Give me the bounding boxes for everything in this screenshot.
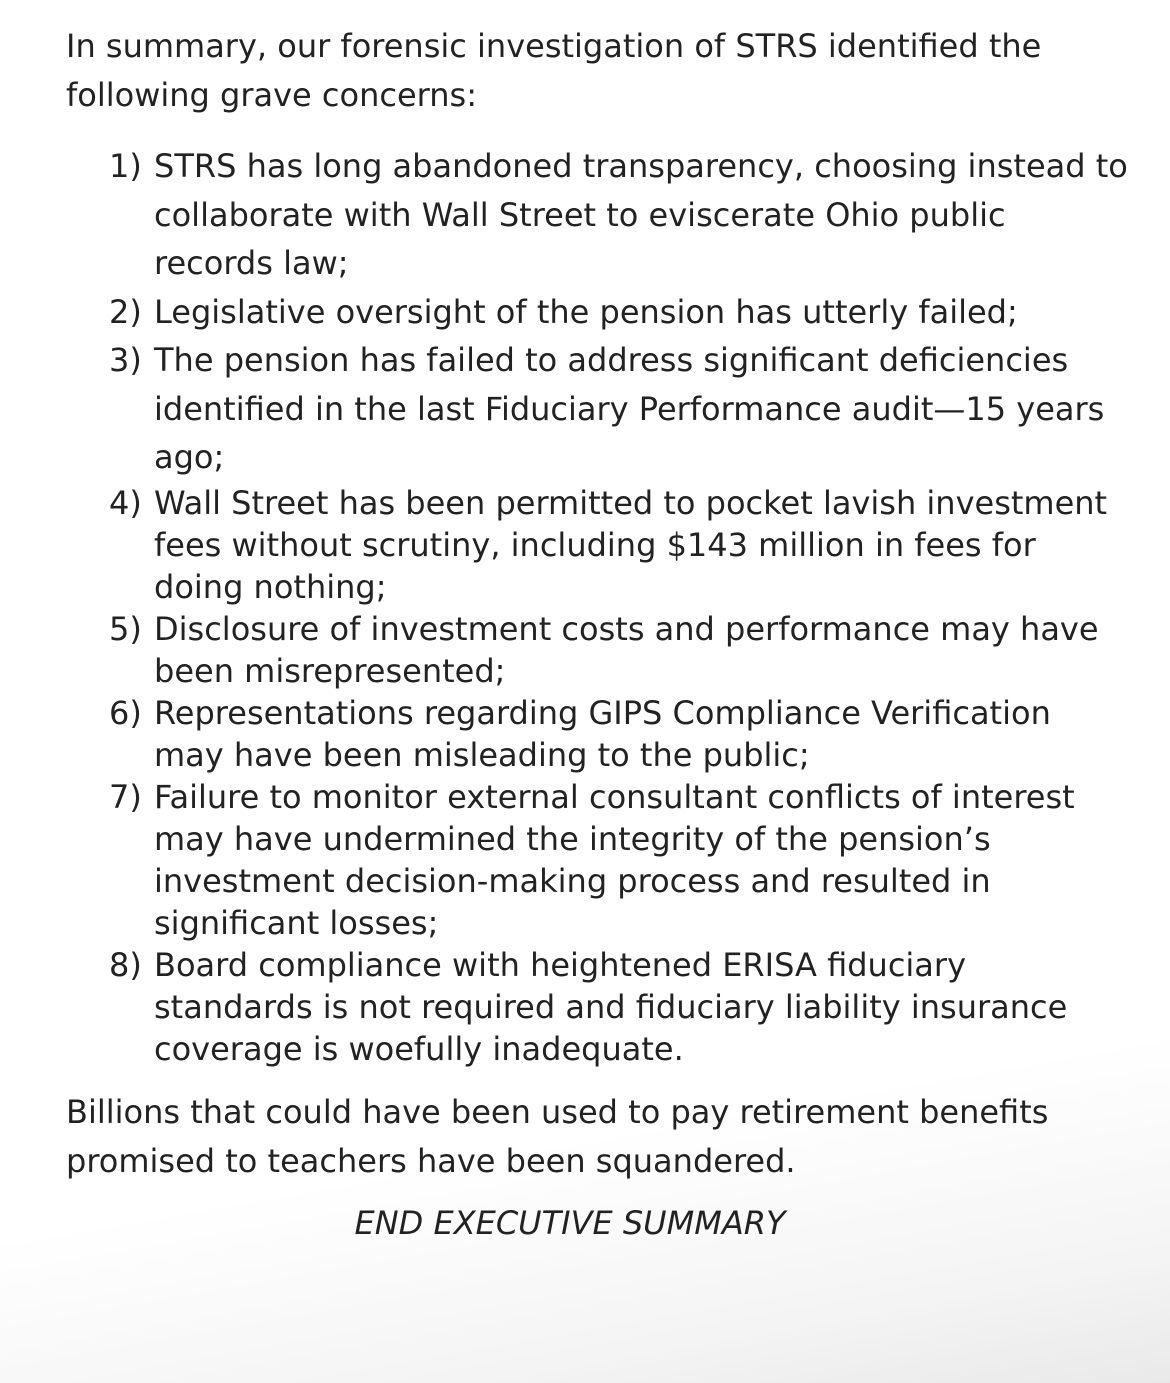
list-item-text: Legislative oversight of the pension has utterly failed; — [154, 292, 1018, 331]
end-marker: END EXECUTIVE SUMMARY — [354, 1204, 786, 1242]
list-item — [109, 288, 1129, 337]
list-item — [109, 776, 1129, 944]
list-item-text: STRS has long abandoned transparency, choosing instead to collaborate with Wall Street to eviscerate Ohio public records law; — [154, 147, 1128, 282]
concerns-list — [109, 142, 1129, 1070]
list-item-text: Failure to monitor external consultant conflicts of interest may have undermined the integrity of the pension’s investment decision-making process and resulted in significant losses; — [154, 777, 1075, 942]
list-item-number: 8) — [109, 945, 142, 984]
list-item-number: 7) — [109, 777, 142, 816]
list-item — [109, 336, 1129, 482]
list-item — [109, 482, 1129, 608]
list-item-number: 2) — [109, 292, 142, 331]
list-item-number: 6) — [109, 693, 142, 732]
list-item-number: 1) — [109, 147, 142, 185]
closing-paragraph: Billions that could have been used to pay retirement benefits promised to teachers have been squandered. — [66, 1093, 1049, 1180]
list-item — [109, 142, 1129, 288]
list-item-number: 5) — [109, 609, 142, 648]
list-item-text: Disclosure of investment costs and performance may have been misrepresented; — [154, 609, 1099, 690]
list-item-text: The pension has failed to address significant deficiencies identified in the last Fiduciary Performance audit—15 years ago; — [154, 341, 1105, 476]
list-item — [109, 608, 1129, 692]
list-item-text: Wall Street has been permitted to pocket lavish investment fees without scrutiny, including $143 million in fees for doing nothing; — [154, 483, 1108, 606]
list-item — [109, 944, 1129, 1070]
intro-paragraph: In summary, our forensic investigation of STRS identified the following grave concerns: — [66, 27, 1042, 114]
list-item — [109, 692, 1129, 776]
list-item-number: 4) — [109, 483, 142, 522]
list-item-number: 3) — [109, 341, 142, 379]
list-item-text: Representations regarding GIPS Compliance Verification may have been misleading to the public; — [154, 693, 1051, 774]
list-item-text: Board compliance with heightened ERISA fiduciary standards is not required and fiduciary liability insurance coverage is woefully inadequate. — [154, 945, 1068, 1068]
